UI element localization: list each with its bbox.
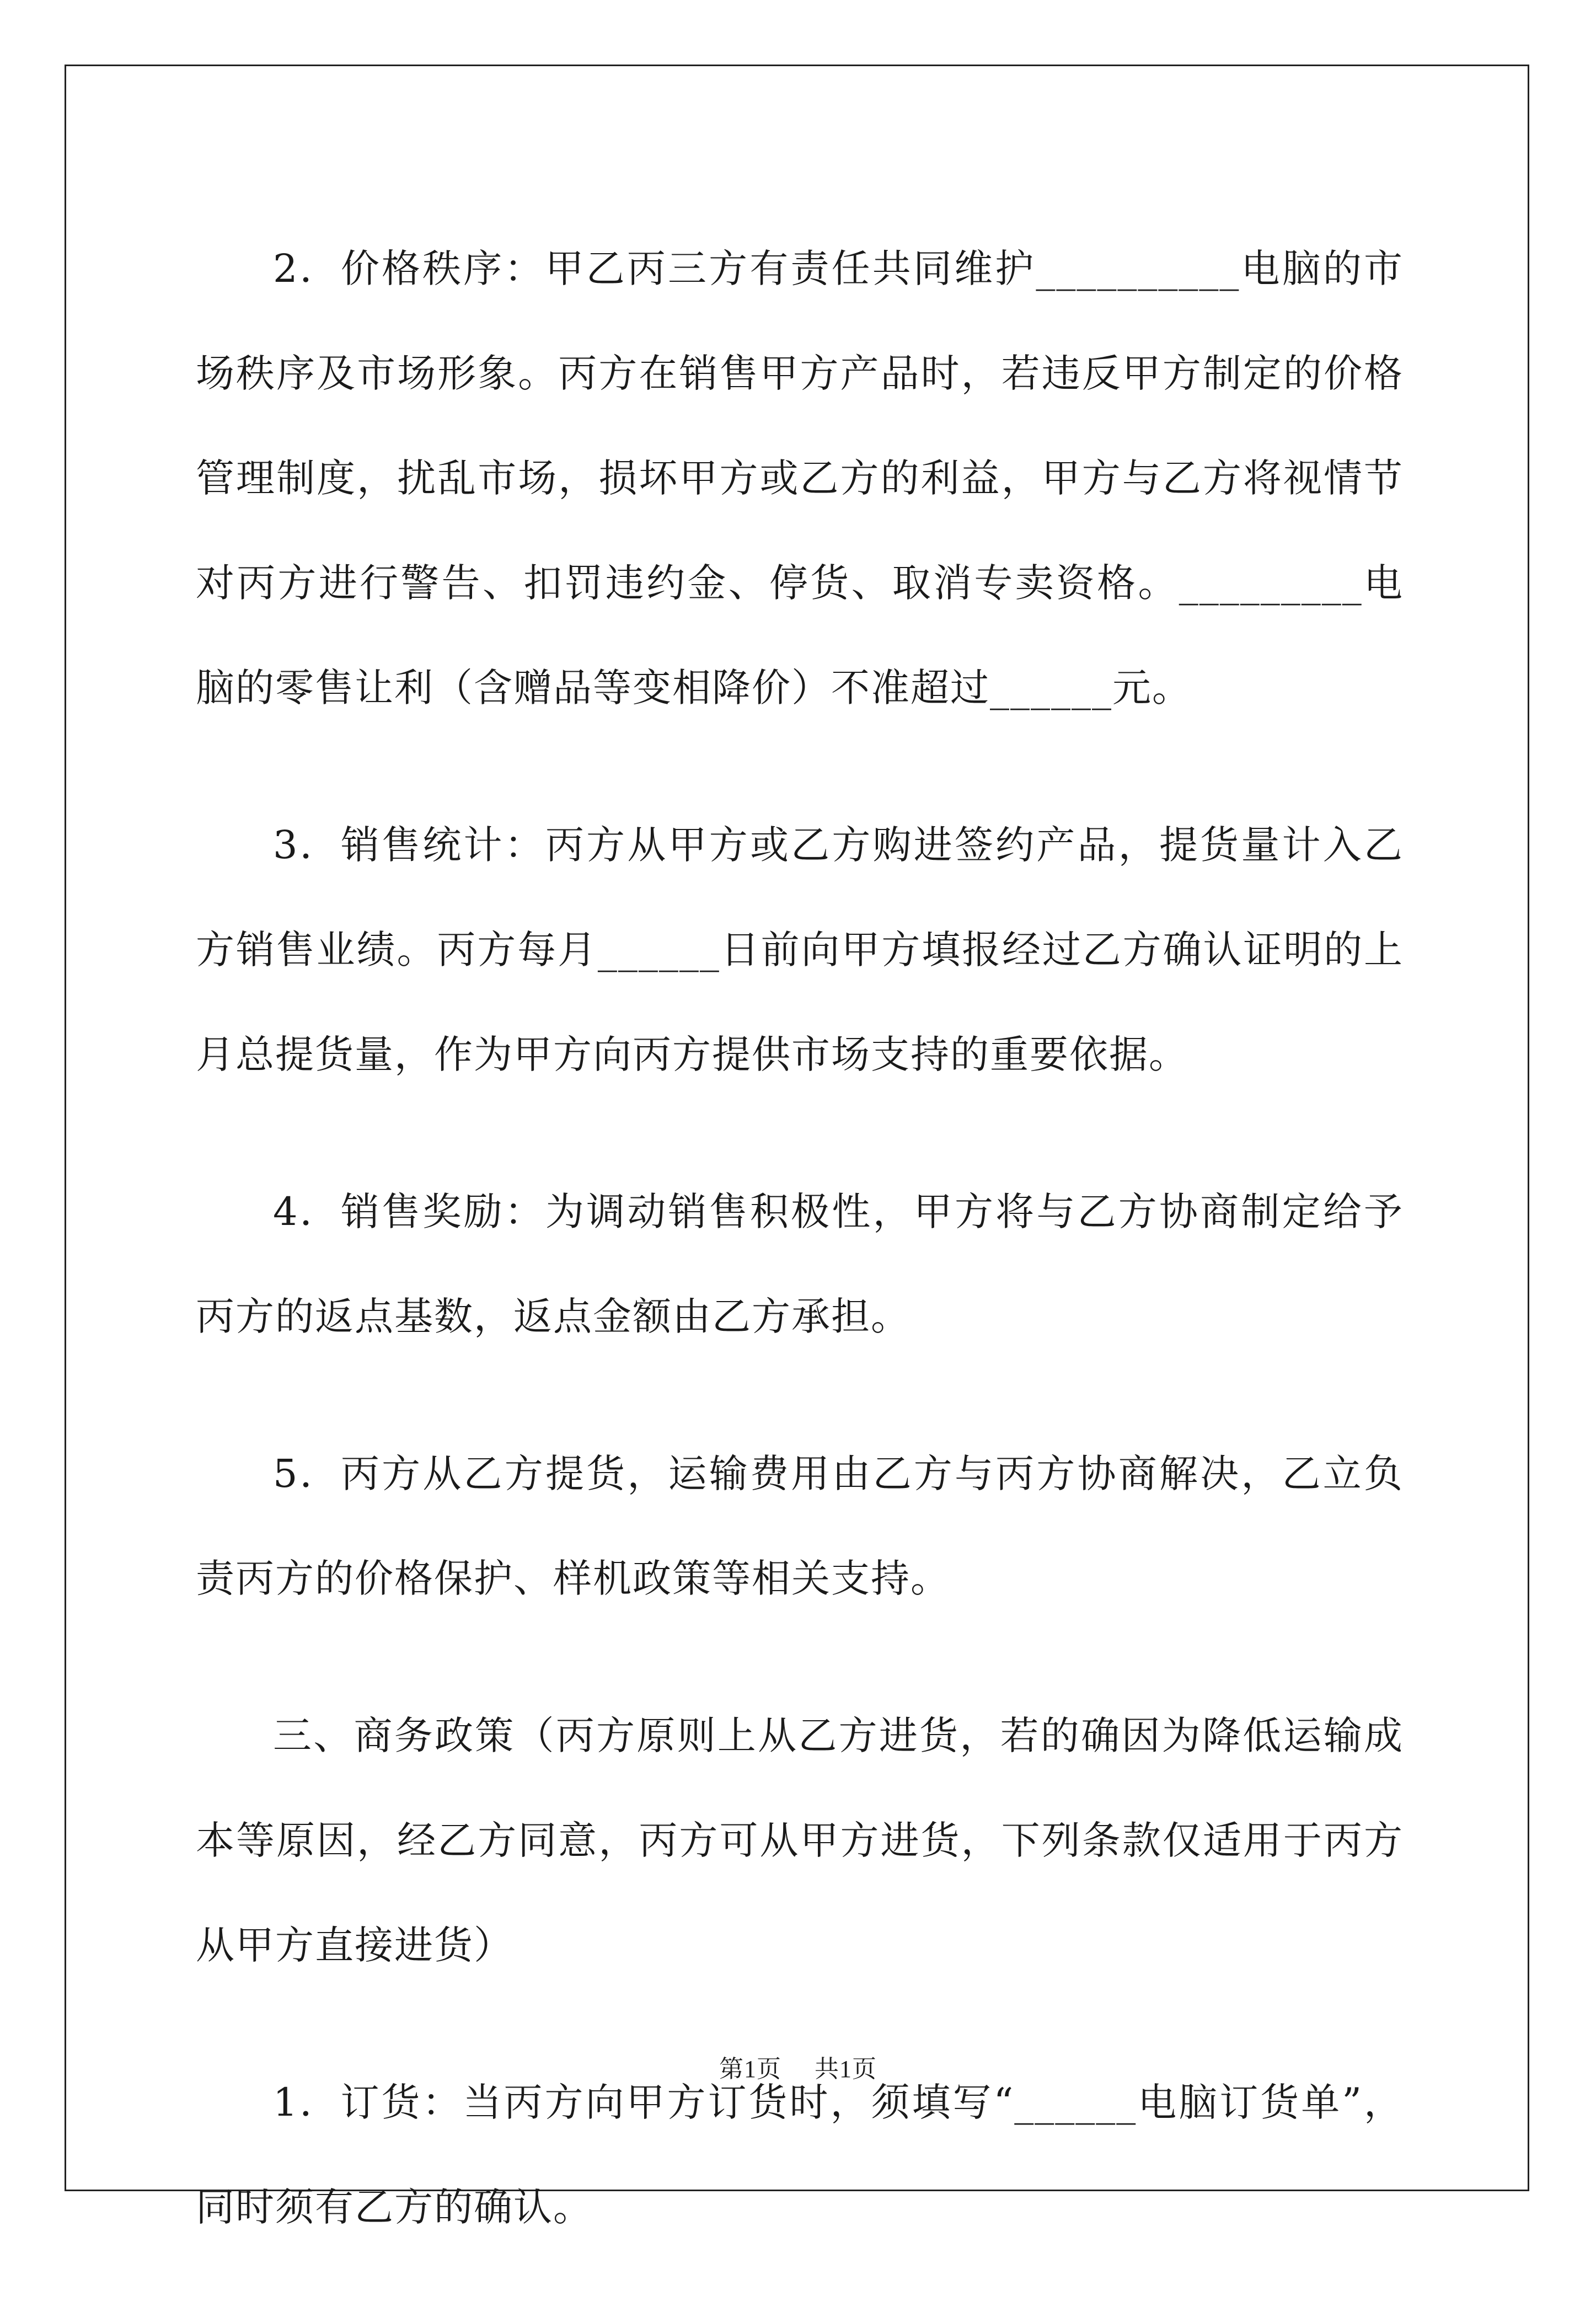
paragraph-sales-reward: 4．销售奖励：为调动销售积极性，甲方将与乙方协商制定给予丙方的返点基数，返点金额由乙方承担。 xyxy=(196,1189,1404,1339)
paragraph-ordering: 1．订货：当丙方向甲方订货时，须填写“______电脑订货单”，同时须有乙方的确认。 xyxy=(196,2080,1404,2230)
paragraph-sales-statistics: 3．销售统计：丙方从甲方或乙方购进签约产品，提货量计入乙方销售业绩。丙方每月______日前向甲方填报经过乙方确认证明的上月总提货量，作为甲方向丙方提供市场支持的重要依据。 xyxy=(196,822,1404,1077)
page-number: 第1页 xyxy=(719,2056,781,2083)
paragraph-business-policy: 三、商务政策（丙方原则上从乙方进货，若的确因为降低运输成本等原因，经乙方同意，丙方可从甲方进货，下列条款仅适用于丙方从甲方直接进货） xyxy=(196,1713,1404,1968)
document-body xyxy=(196,216,1404,2312)
page-footer xyxy=(0,2053,1596,2086)
page-total: 共1页 xyxy=(815,2056,877,2083)
paragraph-transport: 5．丙方从乙方提货，运输费用由乙方与丙方协商解决，乙立负责丙方的价格保护、样机政策等相关支持。 xyxy=(196,1451,1404,1601)
paragraph-price-order: 2．价格秩序：甲乙丙三方有责任共同维护__________电脑的市场秩序及市场形象。丙方在销售甲方产品时，若违反甲方制定的价格管理制度，扰乱市场，损坏甲方或乙方的利益，甲方与乙方将视情节对丙方进行警告、扣罚违约金、停货、取消专卖资格。_________电脑的零售让利（含赠品等变相降价）不准超过______元。 xyxy=(196,246,1404,710)
